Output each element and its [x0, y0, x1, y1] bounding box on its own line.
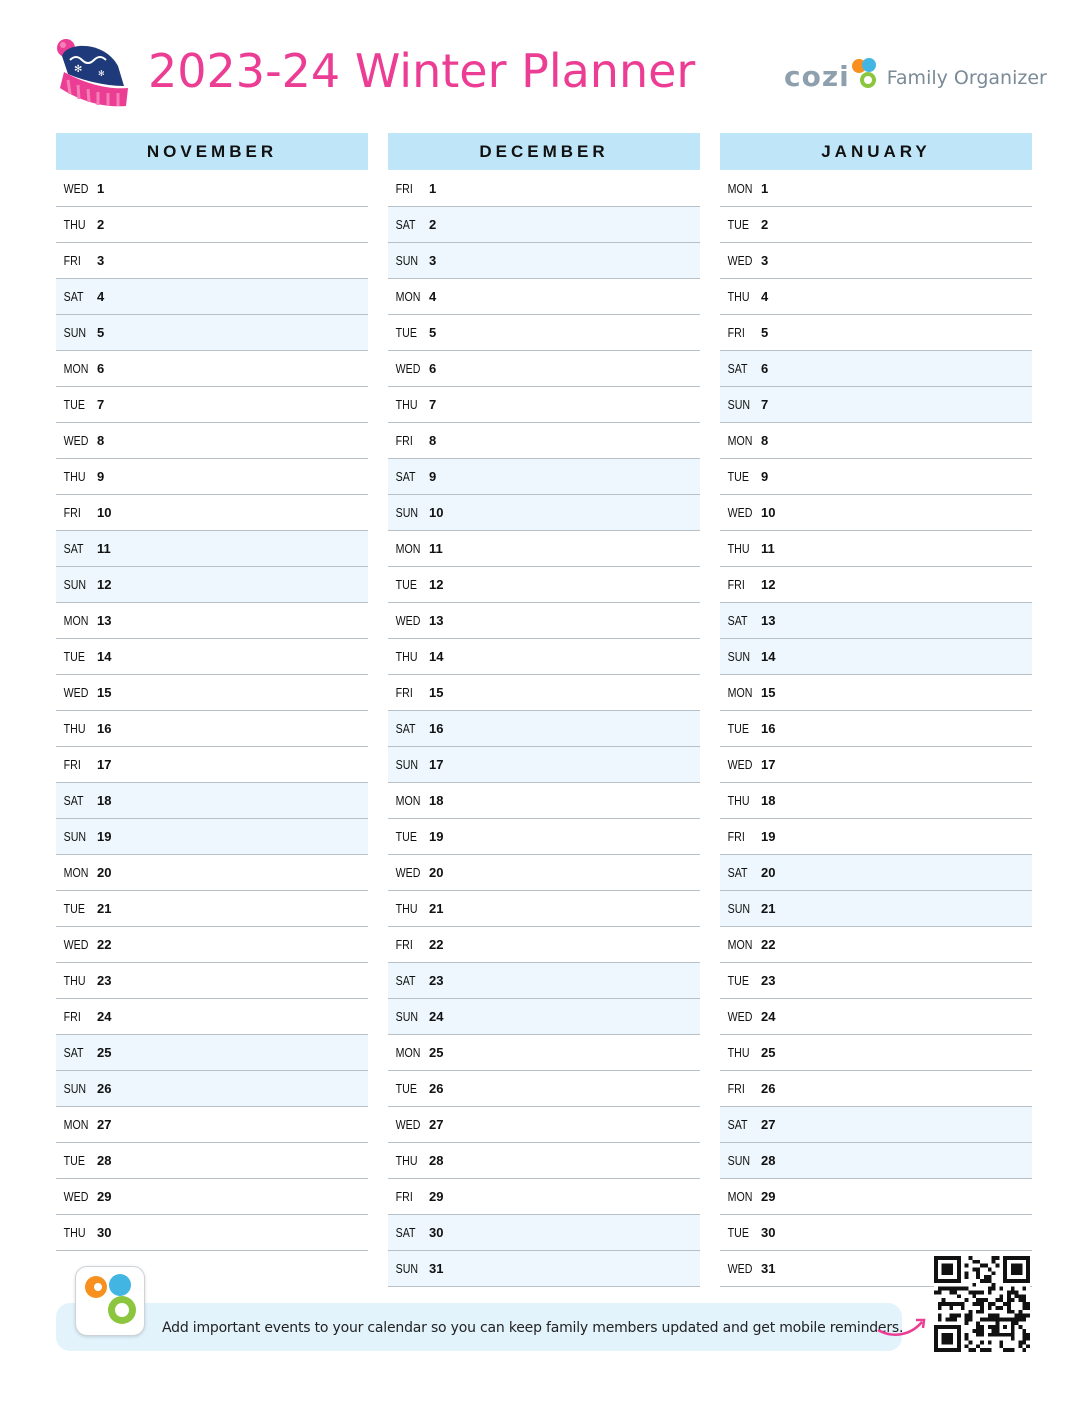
day-row — [56, 423, 368, 459]
day-row — [56, 279, 368, 315]
day-number: 6 — [97, 361, 105, 376]
day-row — [388, 783, 700, 819]
day-number: 31 — [761, 1261, 776, 1276]
day-of-week: WED — [395, 865, 421, 880]
day-number: 29 — [429, 1189, 444, 1204]
day-row — [388, 423, 700, 459]
day-of-week: WED — [395, 613, 421, 628]
day-of-week: THU — [63, 973, 86, 988]
day-of-week: SAT — [727, 613, 748, 628]
day-row — [56, 891, 368, 927]
day-number: 19 — [429, 829, 444, 844]
day-number: 26 — [761, 1081, 776, 1096]
day-row — [56, 1107, 368, 1143]
day-of-week: THU — [727, 793, 750, 808]
day-number: 30 — [97, 1225, 112, 1240]
cozi-app-icon — [75, 1266, 145, 1336]
day-row — [388, 279, 700, 315]
day-row — [388, 459, 700, 495]
svg-text:✻: ✻ — [74, 64, 83, 75]
day-row — [388, 819, 700, 855]
day-of-week: SAT — [63, 289, 84, 304]
day-row — [388, 1035, 700, 1071]
day-number: 11 — [429, 541, 443, 556]
day-number: 24 — [97, 1009, 112, 1024]
day-of-week: FRI — [395, 937, 413, 952]
day-number: 15 — [429, 685, 444, 700]
day-number: 17 — [761, 757, 776, 772]
day-of-week: SAT — [395, 469, 416, 484]
day-row — [56, 1143, 368, 1179]
day-row — [720, 927, 1032, 963]
day-row — [720, 639, 1032, 675]
day-list — [56, 171, 368, 1251]
day-of-week: THU — [395, 1153, 418, 1168]
day-number: 13 — [97, 613, 112, 628]
day-number: 5 — [429, 325, 437, 340]
day-row — [720, 1107, 1032, 1143]
day-number: 24 — [429, 1009, 444, 1024]
day-of-week: FRI — [63, 1009, 81, 1024]
day-number: 14 — [761, 649, 776, 664]
day-of-week: WED — [727, 505, 753, 520]
day-row — [720, 495, 1032, 531]
day-row — [388, 963, 700, 999]
day-row — [56, 567, 368, 603]
day-number: 22 — [429, 937, 444, 952]
day-row — [388, 1143, 700, 1179]
day-of-week: THU — [727, 1045, 750, 1060]
day-number: 9 — [761, 469, 769, 484]
day-number: 22 — [761, 937, 776, 952]
day-of-week: SAT — [63, 1045, 84, 1060]
day-row — [56, 495, 368, 531]
day-of-week: SAT — [727, 865, 748, 880]
day-row — [720, 315, 1032, 351]
day-row — [56, 963, 368, 999]
day-row — [720, 711, 1032, 747]
day-of-week: WED — [63, 937, 89, 952]
day-row — [56, 819, 368, 855]
day-number: 1 — [429, 181, 437, 196]
day-of-week: TUE — [395, 577, 417, 592]
day-number: 29 — [761, 1189, 776, 1204]
day-row — [720, 243, 1032, 279]
day-row — [388, 927, 700, 963]
day-of-week: THU — [395, 649, 418, 664]
day-row — [56, 603, 368, 639]
day-of-week: WED — [727, 1261, 753, 1276]
day-number: 26 — [429, 1081, 444, 1096]
day-number: 8 — [429, 433, 437, 448]
page-title: 2023-24 Winter Planner — [148, 44, 696, 98]
day-row — [56, 459, 368, 495]
day-number: 10 — [429, 505, 444, 520]
day-row — [720, 855, 1032, 891]
day-number: 26 — [97, 1081, 112, 1096]
day-of-week: THU — [395, 901, 418, 916]
day-of-week: MON — [727, 937, 753, 952]
day-row — [56, 927, 368, 963]
day-number: 2 — [429, 217, 437, 232]
day-row — [720, 423, 1032, 459]
day-of-week: WED — [63, 433, 89, 448]
day-number: 5 — [97, 325, 105, 340]
day-of-week: MON — [395, 793, 421, 808]
day-number: 21 — [429, 901, 444, 916]
day-row — [720, 1215, 1032, 1251]
day-of-week: TUE — [395, 1081, 417, 1096]
day-row — [720, 351, 1032, 387]
day-number: 1 — [761, 181, 769, 196]
day-row — [388, 1251, 700, 1287]
day-number: 8 — [97, 433, 105, 448]
day-of-week: WED — [395, 1117, 421, 1132]
day-of-week: WED — [727, 253, 753, 268]
day-row — [720, 819, 1032, 855]
day-number: 3 — [429, 253, 437, 268]
day-row — [720, 783, 1032, 819]
day-number: 14 — [97, 649, 112, 664]
day-of-week: THU — [63, 1225, 86, 1240]
day-of-week: FRI — [395, 181, 413, 196]
day-number: 11 — [97, 541, 111, 556]
day-of-week: TUE — [63, 1153, 85, 1168]
day-row — [720, 171, 1032, 207]
brand-tagline: Family Organizer — [886, 67, 1047, 89]
day-row — [388, 1071, 700, 1107]
day-of-week: SAT — [395, 1225, 416, 1240]
day-number: 15 — [761, 685, 776, 700]
day-number: 27 — [761, 1117, 776, 1132]
day-row — [388, 531, 700, 567]
day-of-week: THU — [395, 397, 418, 412]
day-number: 16 — [97, 721, 112, 736]
day-of-week: SUN — [727, 397, 751, 412]
day-number: 6 — [761, 361, 769, 376]
day-row — [56, 855, 368, 891]
day-number: 25 — [429, 1045, 444, 1060]
day-number: 2 — [761, 217, 769, 232]
brand-word: cozi — [784, 59, 850, 93]
day-number: 30 — [429, 1225, 444, 1240]
day-of-week: WED — [727, 1009, 753, 1024]
day-list — [720, 171, 1032, 1287]
day-of-week: SUN — [395, 505, 419, 520]
day-number: 20 — [429, 865, 444, 880]
day-of-week: FRI — [727, 577, 745, 592]
day-of-week: SUN — [63, 829, 87, 844]
day-of-week: SAT — [395, 721, 416, 736]
day-of-week: FRI — [395, 433, 413, 448]
day-row — [56, 315, 368, 351]
day-of-week: SUN — [63, 1081, 87, 1096]
day-of-week: SAT — [63, 541, 84, 556]
day-number: 7 — [429, 397, 437, 412]
day-row — [720, 747, 1032, 783]
day-number: 3 — [761, 253, 769, 268]
day-number: 29 — [97, 1189, 112, 1204]
day-of-week: THU — [63, 217, 86, 232]
day-number: 27 — [97, 1117, 112, 1132]
day-number: 16 — [429, 721, 444, 736]
day-row — [56, 351, 368, 387]
day-of-week: FRI — [395, 685, 413, 700]
day-of-week: MON — [727, 181, 753, 196]
day-row — [720, 891, 1032, 927]
day-number: 23 — [429, 973, 444, 988]
day-row — [388, 1179, 700, 1215]
day-row — [56, 675, 368, 711]
day-of-week: MON — [727, 433, 753, 448]
day-number: 11 — [761, 541, 775, 556]
day-row — [388, 675, 700, 711]
day-row — [720, 279, 1032, 315]
day-row — [720, 1179, 1032, 1215]
day-of-week: TUE — [727, 217, 749, 232]
day-number: 1 — [97, 181, 105, 196]
day-number: 28 — [761, 1153, 776, 1168]
day-number: 3 — [97, 253, 105, 268]
day-row — [720, 567, 1032, 603]
month-header: DECEMBER — [388, 133, 700, 170]
day-of-week: WED — [727, 757, 753, 772]
day-row — [56, 207, 368, 243]
day-row — [56, 1035, 368, 1071]
day-of-week: SAT — [63, 793, 84, 808]
day-number: 31 — [429, 1261, 444, 1276]
day-of-week: WED — [63, 685, 89, 700]
day-of-week: SUN — [63, 577, 87, 592]
day-of-week: MON — [63, 613, 89, 628]
day-row — [388, 171, 700, 207]
curved-arrow-icon — [876, 1312, 930, 1338]
day-of-week: TUE — [63, 901, 85, 916]
day-row — [56, 711, 368, 747]
day-number: 18 — [429, 793, 444, 808]
day-of-week: SUN — [395, 253, 419, 268]
day-number: 22 — [97, 937, 112, 952]
day-of-week: MON — [727, 685, 753, 700]
day-row — [720, 459, 1032, 495]
day-number: 18 — [97, 793, 112, 808]
day-row — [388, 1215, 700, 1251]
day-of-week: SUN — [395, 1261, 419, 1276]
day-row — [720, 999, 1032, 1035]
day-of-week: SUN — [395, 1009, 419, 1024]
day-row — [388, 387, 700, 423]
day-row — [56, 639, 368, 675]
day-number: 18 — [761, 793, 776, 808]
day-of-week: MON — [63, 361, 89, 376]
day-of-week: THU — [727, 289, 750, 304]
day-number: 4 — [97, 289, 105, 304]
day-row — [720, 387, 1032, 423]
day-row — [720, 1071, 1032, 1107]
day-row — [388, 567, 700, 603]
day-row — [56, 747, 368, 783]
day-row — [388, 315, 700, 351]
day-number: 20 — [761, 865, 776, 880]
winter-hat-icon — [52, 36, 132, 116]
day-number: 23 — [97, 973, 112, 988]
day-of-week: FRI — [63, 505, 81, 520]
day-number: 25 — [761, 1045, 776, 1060]
day-number: 24 — [761, 1009, 776, 1024]
qr-code[interactable] — [934, 1256, 1030, 1352]
day-row — [388, 639, 700, 675]
day-of-week: TUE — [395, 829, 417, 844]
day-of-week: MON — [727, 1189, 753, 1204]
day-row — [56, 387, 368, 423]
day-of-week: SUN — [63, 325, 87, 340]
day-of-week: FRI — [63, 253, 81, 268]
day-of-week: SUN — [727, 901, 751, 916]
day-number: 20 — [97, 865, 112, 880]
day-of-week: SAT — [395, 217, 416, 232]
day-row — [388, 495, 700, 531]
day-of-week: FRI — [727, 829, 745, 844]
day-row — [720, 675, 1032, 711]
day-number: 4 — [761, 289, 769, 304]
day-number: 17 — [429, 757, 444, 772]
day-of-week: TUE — [63, 649, 85, 664]
day-row — [388, 603, 700, 639]
day-number: 19 — [97, 829, 112, 844]
day-row — [720, 603, 1032, 639]
day-row — [388, 747, 700, 783]
svg-text:✻: ✻ — [98, 69, 105, 78]
day-row — [56, 531, 368, 567]
day-number: 12 — [429, 577, 444, 592]
day-row — [388, 711, 700, 747]
day-of-week: FRI — [63, 757, 81, 772]
day-row — [388, 1107, 700, 1143]
cozi-logo-icon — [851, 56, 877, 96]
day-number: 28 — [429, 1153, 444, 1168]
day-of-week: TUE — [395, 325, 417, 340]
day-number: 27 — [429, 1117, 444, 1132]
day-of-week: FRI — [395, 1189, 413, 1204]
day-of-week: TUE — [727, 721, 749, 736]
day-number: 21 — [97, 901, 112, 916]
day-row — [720, 531, 1032, 567]
day-number: 8 — [761, 433, 769, 448]
day-of-week: SUN — [727, 649, 751, 664]
day-row — [720, 963, 1032, 999]
day-number: 13 — [761, 613, 776, 628]
day-row — [56, 243, 368, 279]
day-number: 9 — [97, 469, 105, 484]
day-number: 7 — [97, 397, 105, 412]
day-row — [388, 891, 700, 927]
day-number: 30 — [761, 1225, 776, 1240]
day-list — [388, 171, 700, 1287]
day-of-week: THU — [727, 541, 750, 556]
day-number: 6 — [429, 361, 437, 376]
day-of-week: MON — [395, 1045, 421, 1060]
day-number: 12 — [97, 577, 112, 592]
month-column-december — [388, 133, 700, 1287]
day-number: 17 — [97, 757, 112, 772]
day-row — [720, 207, 1032, 243]
day-of-week: WED — [395, 361, 421, 376]
day-number: 10 — [97, 505, 112, 520]
day-of-week: FRI — [727, 1081, 745, 1096]
day-row — [56, 999, 368, 1035]
day-row — [388, 207, 700, 243]
day-row — [388, 351, 700, 387]
day-number: 9 — [429, 469, 437, 484]
day-row — [388, 855, 700, 891]
day-of-week: MON — [395, 289, 421, 304]
day-number: 5 — [761, 325, 769, 340]
day-number: 13 — [429, 613, 444, 628]
day-of-week: TUE — [63, 397, 85, 412]
month-column-january — [720, 133, 1032, 1287]
month-column-november — [56, 133, 368, 1251]
day-of-week: MON — [63, 1117, 89, 1132]
day-number: 14 — [429, 649, 444, 664]
day-of-week: SUN — [727, 1153, 751, 1168]
cozi-brand — [784, 54, 1047, 98]
day-number: 12 — [761, 577, 776, 592]
day-number: 21 — [761, 901, 776, 916]
day-of-week: FRI — [727, 325, 745, 340]
day-row — [388, 999, 700, 1035]
day-row — [720, 1035, 1032, 1071]
day-of-week: MON — [395, 541, 421, 556]
day-number: 28 — [97, 1153, 112, 1168]
month-header: JANUARY — [720, 133, 1032, 170]
day-of-week: MON — [63, 865, 89, 880]
day-number: 4 — [429, 289, 437, 304]
day-number: 25 — [97, 1045, 112, 1060]
day-row — [56, 783, 368, 819]
day-of-week: TUE — [727, 469, 749, 484]
day-row — [388, 243, 700, 279]
day-of-week: WED — [63, 181, 89, 196]
day-row — [56, 171, 368, 207]
day-number: 2 — [97, 217, 105, 232]
day-row — [56, 1179, 368, 1215]
day-row — [720, 1143, 1032, 1179]
day-of-week: THU — [63, 469, 86, 484]
day-number: 19 — [761, 829, 776, 844]
day-number: 16 — [761, 721, 776, 736]
day-row — [56, 1071, 368, 1107]
day-row — [56, 1215, 368, 1251]
day-number: 23 — [761, 973, 776, 988]
day-number: 7 — [761, 397, 769, 412]
day-number: 15 — [97, 685, 112, 700]
day-of-week: SAT — [395, 973, 416, 988]
day-of-week: WED — [63, 1189, 89, 1204]
day-of-week: SUN — [395, 757, 419, 772]
day-of-week: SAT — [727, 361, 748, 376]
day-of-week: TUE — [727, 1225, 749, 1240]
footer-message: Add important events to your calendar so you can keep family members updated and get mobile reminders. — [162, 1320, 904, 1336]
day-of-week: TUE — [727, 973, 749, 988]
month-header: NOVEMBER — [56, 133, 368, 170]
day-of-week: SAT — [727, 1117, 748, 1132]
day-number: 10 — [761, 505, 776, 520]
day-of-week: THU — [63, 721, 86, 736]
